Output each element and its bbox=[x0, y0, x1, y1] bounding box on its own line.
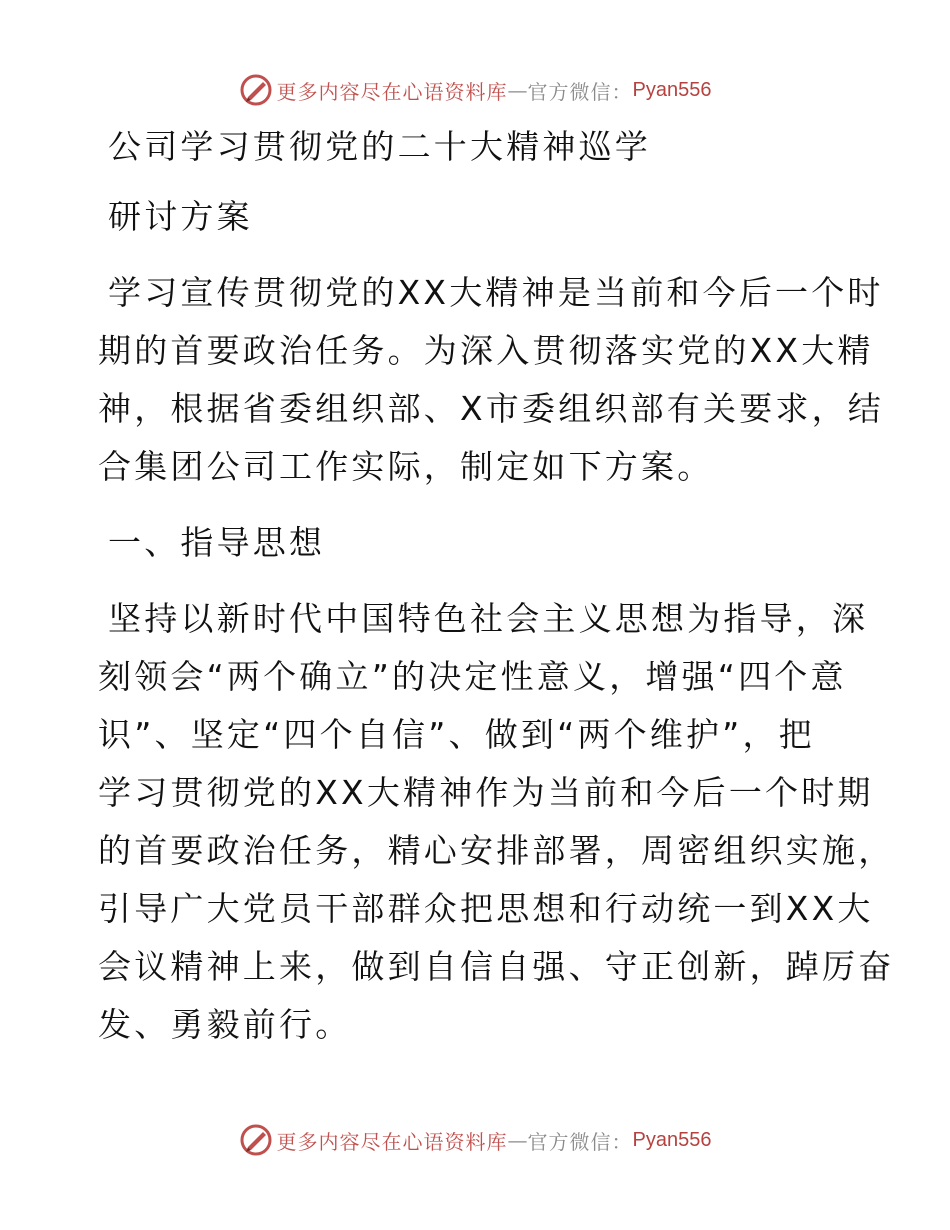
document-title-line-2: 研讨方案 bbox=[108, 197, 253, 236]
section-line-7: 会议精神上来，做到自信自强、守正创新，踔厉奋 bbox=[98, 947, 895, 986]
section-paragraph bbox=[98, 590, 895, 1054]
section-line-4: 学习贯彻党的XX大精神作为当前和今后一个时期 bbox=[98, 773, 874, 812]
intro-line-1: 学习宣传贯彻党的XX大精神是当前和今后一个时 bbox=[108, 273, 884, 312]
watermark-account: Pyan556 bbox=[632, 78, 712, 101]
watermark-banner-bottom bbox=[0, 1120, 950, 1160]
watermark-separator: — bbox=[507, 78, 528, 102]
intro-paragraph bbox=[98, 264, 885, 496]
seal-pen-icon bbox=[239, 1123, 273, 1157]
section-line-3: 识”、坚定“四个自信”、做到“两个维护”，把 bbox=[98, 715, 815, 754]
watermark-brand-text: 更多内容尽在心语资料库 bbox=[276, 1129, 508, 1154]
section-heading: 一、指导思想 bbox=[108, 523, 326, 562]
section-line-2: 刻领会“两个确立”的决定性意义，增强“四个意 bbox=[98, 657, 847, 696]
intro-line-4: 合集团公司工作实际，制定如下方案。 bbox=[98, 447, 714, 486]
watermark-wechat-label: 官方微信： bbox=[527, 1129, 633, 1154]
section-line-8: 发、勇毅前行。 bbox=[98, 1005, 352, 1044]
document-body bbox=[98, 118, 895, 1054]
section-line-6: 引导广大党员干部群众把思想和行动统一到XX大 bbox=[98, 889, 874, 928]
watermark-wechat-label: 官方微信： bbox=[527, 79, 633, 104]
intro-line-3: 神，根据省委组织部、X市委组织部有关要求，结 bbox=[98, 389, 885, 428]
watermark-separator: — bbox=[507, 1128, 528, 1152]
watermark-account: Pyan556 bbox=[632, 1128, 712, 1151]
intro-line-2: 期的首要政治任务。为深入贯彻落实党的XX大精 bbox=[98, 331, 874, 370]
watermark-banner-top bbox=[0, 70, 950, 110]
section-line-1: 坚持以新时代中国特色社会主义思想为指导，深 bbox=[108, 599, 869, 638]
watermark-brand-text: 更多内容尽在心语资料库 bbox=[276, 79, 508, 104]
section-line-5: 的首要政治任务，精心安排部署，周密组织实施， bbox=[98, 831, 895, 870]
document-title-line-1: 公司学习贯彻党的二十大精神巡学 bbox=[108, 127, 651, 166]
seal-pen-icon bbox=[239, 73, 273, 107]
